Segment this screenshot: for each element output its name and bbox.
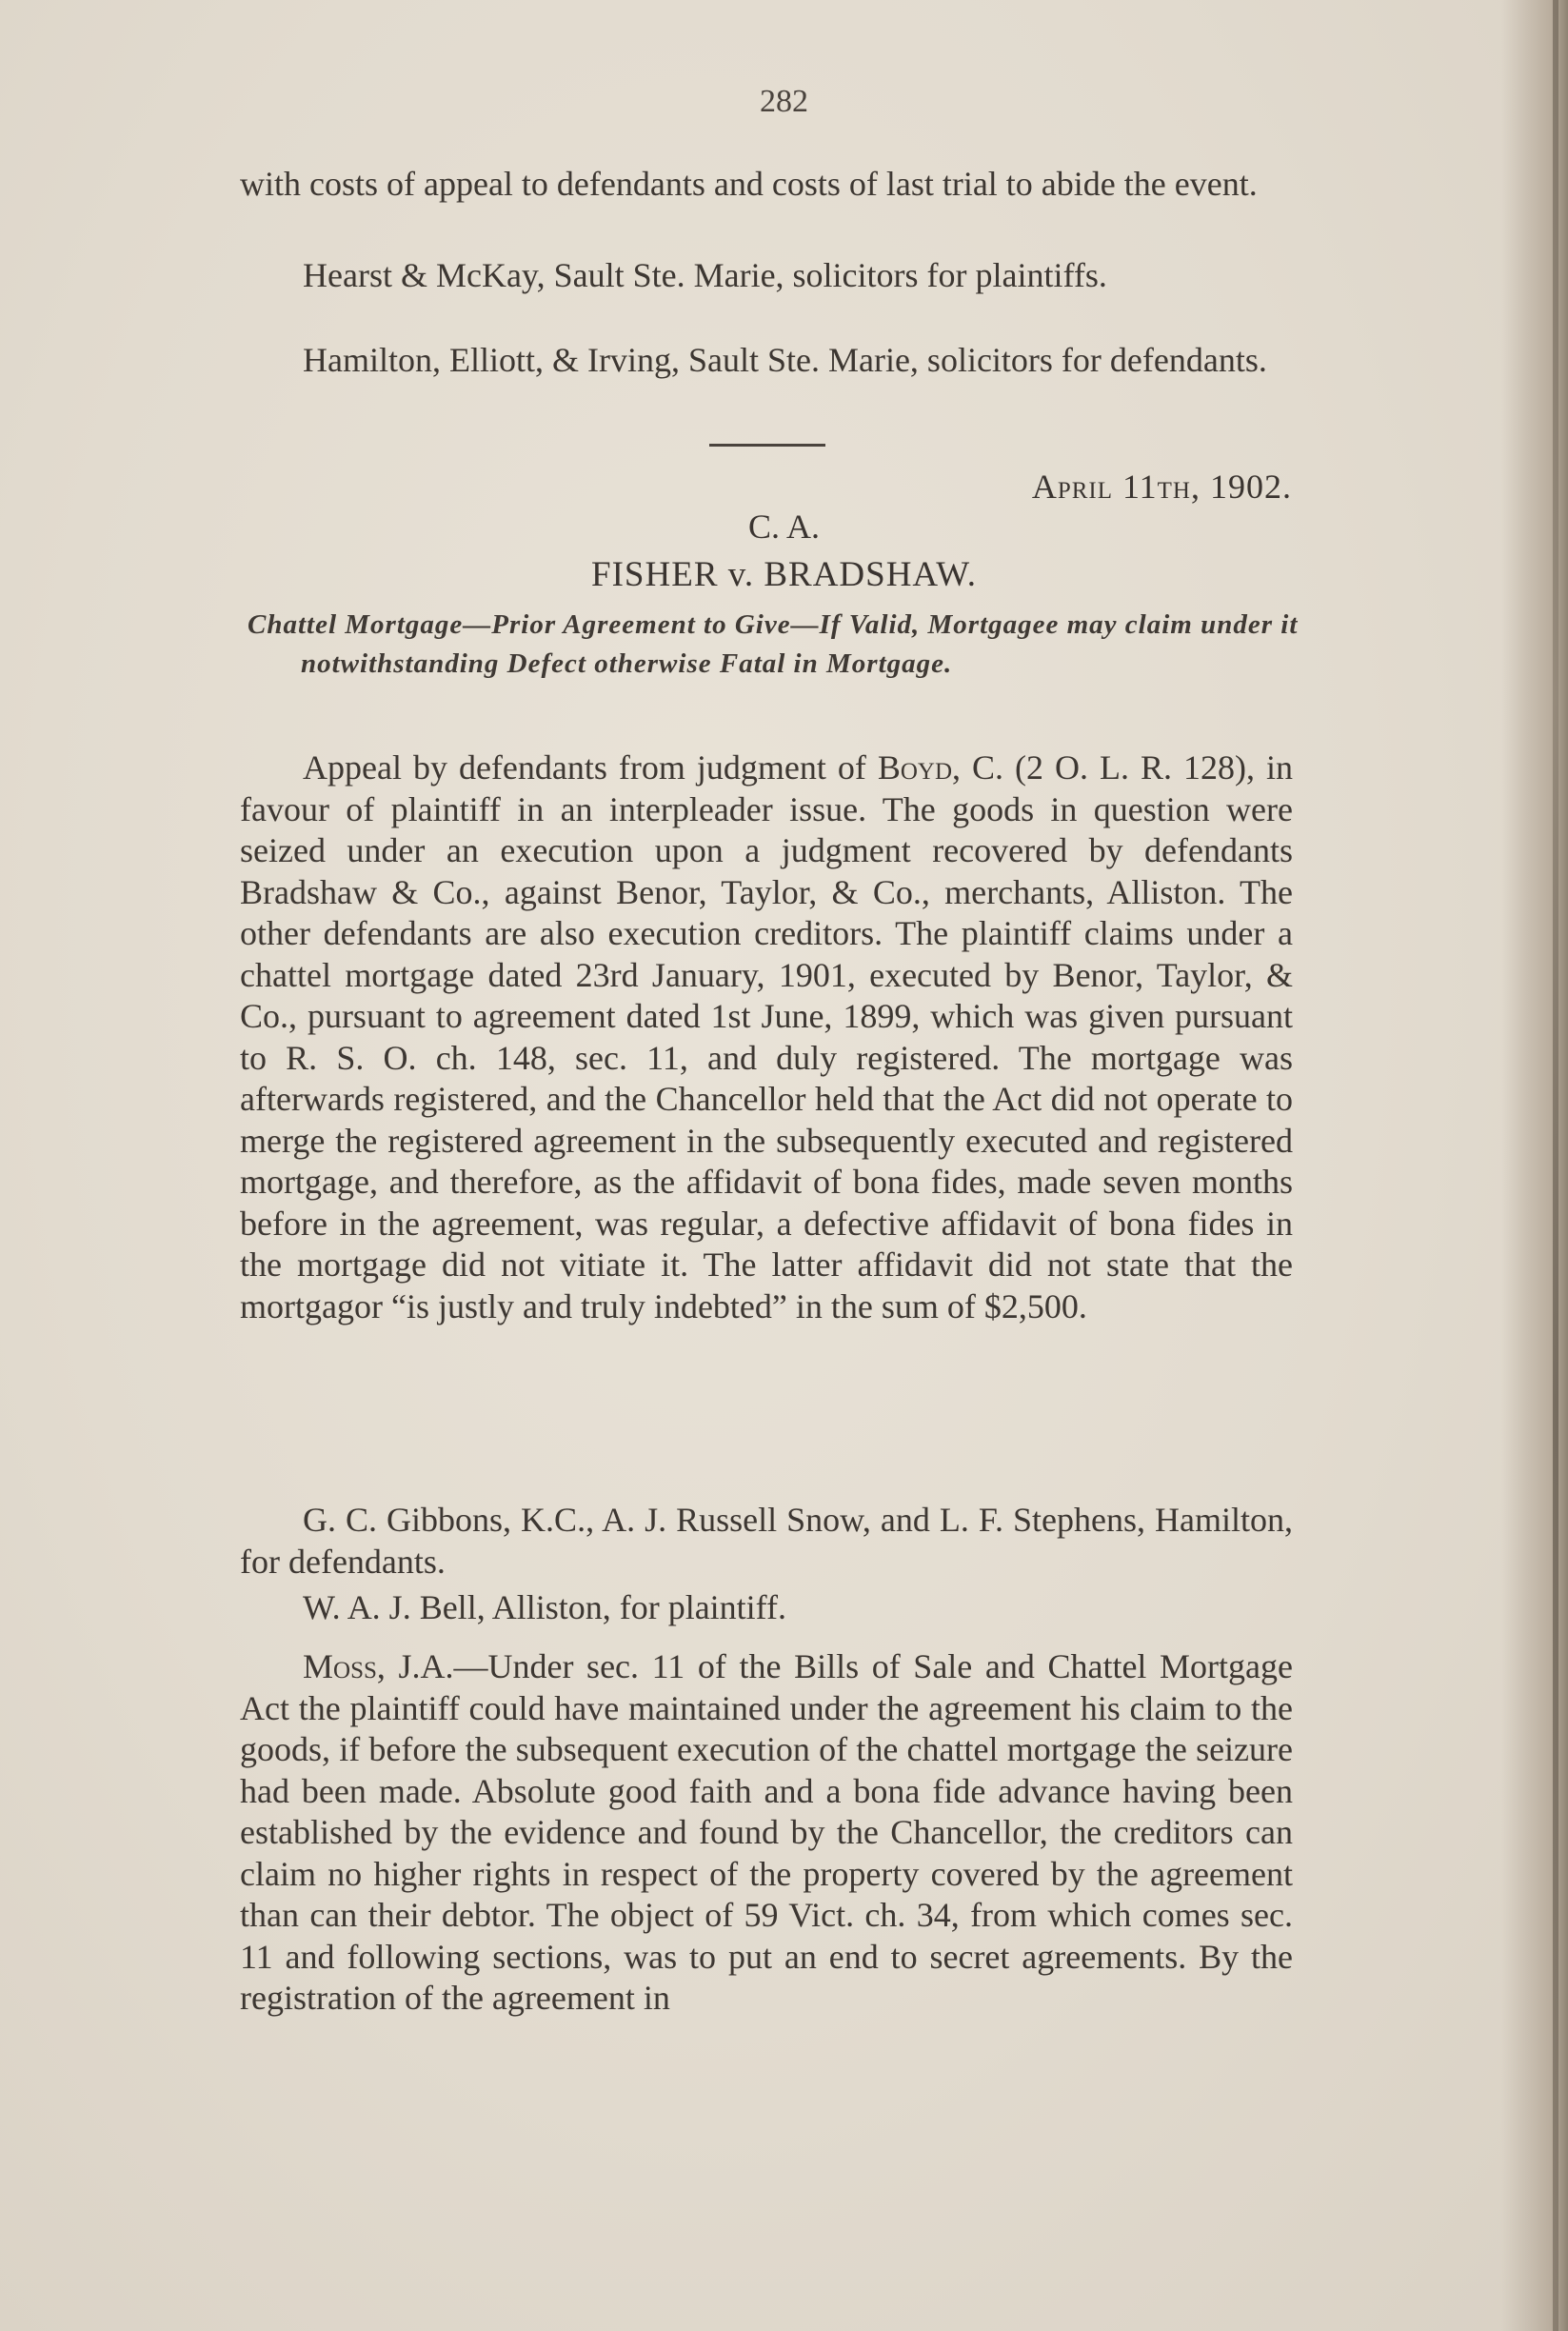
judgment-judge-name: Moss bbox=[303, 1647, 377, 1685]
case-date: April 11th, 1902. bbox=[1031, 468, 1292, 506]
headnote: Chattel Mortgage—Prior Agreement to Give—If Valid, Mortgagee may claim under it notwithstanding Defect otherwise Fatal in Mortgage. bbox=[248, 609, 1299, 679]
case-title: FISHER v. BRADSHAW. bbox=[591, 555, 977, 594]
judgment-body: , J.A.—Under sec. 11 of the Bills of Sale and Chattel Mortgage Act the plaintiff could have maintained under the agreement his claim to the goods, if before the subsequent execution of the chattel mortgage the seizure had been made. Absolute good faith and a bona fide advance having been established by the evidence and found by the Chancellor, the creditors can claim no higher rights in respect of the property covered by the agreement than can their debtor. The object of 59 Vict. ch. 34, from which comes sec. 11 and following sections, was to put an end to secret agreements. By the registration of the agreement in bbox=[240, 1647, 1293, 2017]
continuation-paragraph: with costs of appeal to defendants and costs of last trial to abide the event. bbox=[240, 165, 1258, 203]
statement-body: , C. (2 O. L. R. 128), in favour of plaintiff in an interpleader issue. The goods in question were seized under an execution upon a judgment recovered by defendants Bradshaw & Co., against Benor, Taylor, & Co., merchants, Alliston. The other defendants are also execution creditors. The plaintiff claims under a chattel mortgage dated 23rd January, 1901, executed by Benor, Taylor, & Co., pursuant to agreement dated 1st June, 1899, which was given pursuant to R. S. O. ch. 148, sec. 11, and duly registered. The mortgage was afterwards registered, and the Chancellor held that the Act did not operate to merge the registered agreement in the subsequently executed and registered mortgage, and therefore, as the affidavit of bona fides, made seven months before in the agreement, was regular, a defective affidavit of bona fides in the mortgage did not vitiate it. The latter affidavit did not state that the mortgagor “is justly and truly indebted” in the sum of $2,500. bbox=[240, 748, 1294, 1325]
statement-paragraph bbox=[240, 747, 1293, 1327]
defendants-solicitors: Hamilton, Elliott, & Irving, Sault Ste. Marie, solicitors for defendants. bbox=[303, 341, 1267, 379]
section-divider bbox=[709, 444, 825, 447]
plaintiffs-solicitors: Hearst & McKay, Sault Ste. Marie, solicitors for plaintiffs. bbox=[303, 256, 1107, 294]
counsel-defendants: G. C. Gibbons, K.C., A. J. Russell Snow, and L. F. Stephens, Hamilton, for defendants. bbox=[240, 1501, 1293, 1581]
judgment-paragraph bbox=[240, 1646, 1293, 2020]
trial-judge-name: Boyd bbox=[877, 748, 953, 787]
book-spine-edge bbox=[1553, 0, 1558, 2331]
counsel-plaintiff: W. A. J. Bell, Alliston, for plaintiff. bbox=[303, 1588, 787, 1626]
page-number: 282 bbox=[760, 84, 808, 119]
statement-intro: Appeal by defendants from judgment of bbox=[303, 748, 878, 787]
court-abbreviation: C. A. bbox=[747, 508, 821, 546]
